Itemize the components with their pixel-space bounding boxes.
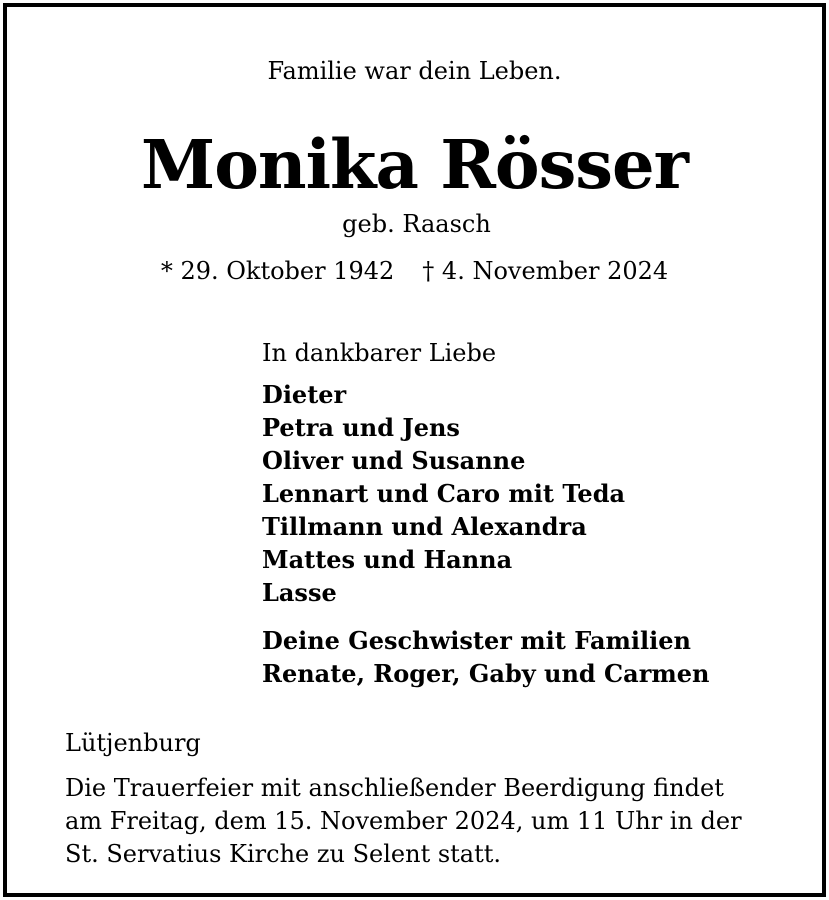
service-line: am Freitag, dem 15. November 2024, um 11 Uhr in der: [65, 807, 742, 835]
birth-date: * 29. Oktober 1942: [160, 257, 395, 285]
motto: Familie war dein Leben.: [267, 57, 562, 85]
family-block: [262, 337, 709, 690]
mourners-list: [262, 378, 709, 609]
intro-text: In dankbarer Liebe: [262, 339, 497, 367]
mourner: Lennart und Caro mit Teda: [262, 479, 626, 508]
service-line: St. Servatius Kirche zu Selent statt.: [65, 840, 502, 868]
service-info: [65, 772, 785, 871]
place-name: Lütjenburg: [65, 729, 201, 757]
siblings-heading: Deine Geschwister mit Familien: [262, 626, 691, 655]
deceased-name: Monika Rösser: [141, 125, 688, 204]
obituary-frame: [3, 3, 826, 897]
mourner: Lasse: [262, 578, 337, 607]
life-dates: [7, 257, 822, 285]
siblings-list: [262, 624, 709, 690]
mourner: Oliver und Susanne: [262, 446, 526, 475]
siblings-names: Renate, Roger, Gaby und Carmen: [262, 659, 710, 688]
mourner: Dieter: [262, 380, 347, 409]
death-date: † 4. November 2024: [422, 257, 669, 285]
mourner: Tillmann und Alexandra: [262, 512, 587, 541]
mourner: Mattes und Hanna: [262, 545, 513, 574]
mourner: Petra und Jens: [262, 413, 460, 442]
service-line: Die Trauerfeier mit anschließender Beerdigung findet: [65, 774, 724, 802]
maiden-name: geb. Raasch: [342, 210, 491, 238]
